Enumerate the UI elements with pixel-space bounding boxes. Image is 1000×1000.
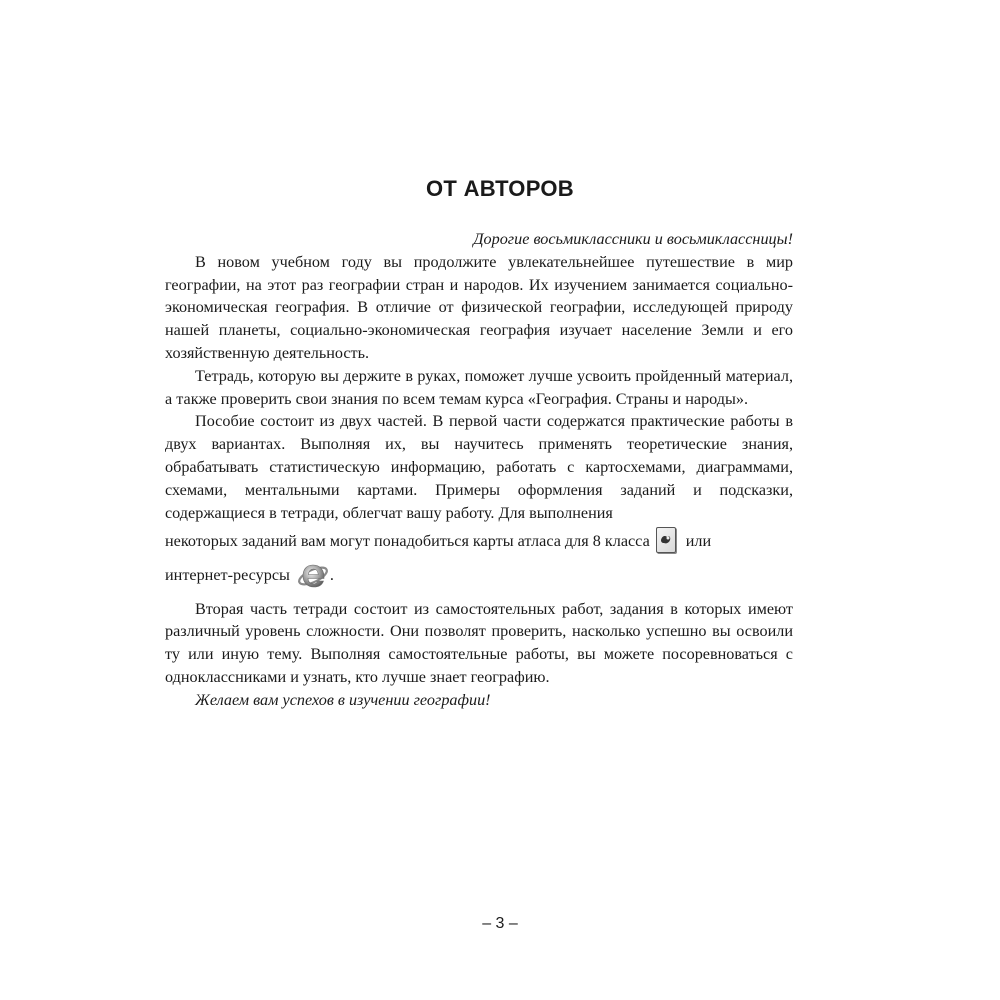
page-number: – 3 –: [482, 915, 518, 932]
paragraph-intro: В новом учебном году вы продолжите увлекательнейшее путешествие в мир географии, на этот раз географии стран и народов. Их изучением занимается социально-экономическая география. В отличие от физической географии, исследующей природу нашей планеты, социально-экономическая география изучает население Земли и его хозяйственную деятельность.: [165, 252, 793, 362]
internet-line-text: интернет-ресурсы: [165, 566, 290, 585]
body-text: [165, 228, 793, 712]
paragraph-structure-internet-line: [165, 558, 793, 593]
greeting: Дорогие восьмиклассники и восьмиклассницы!: [473, 230, 793, 248]
paragraph-structure-atlas-line: [165, 524, 793, 558]
page-title: ОТ АВТОРОВ: [426, 176, 574, 201]
paragraph-structure-text: Пособие состоит из двух частей. В первой части содержатся практические работы в двух вариантах. Выполняя их, вы научитесь применять теоретические знания, обрабатывать статистическую информацию, работать с картосхемами, диаграммами, схемами, ментальными картами. Примеры оформления заданий и подсказки, содержащиеся в тетради, облегчат вашу работу. Для выполнения: [165, 412, 793, 522]
paragraph-structure: [165, 410, 793, 524]
atlas-or-text: или: [685, 532, 712, 551]
atlas-book-icon: [656, 527, 676, 553]
paragraph-second-part: Вторая часть тетради состоит из самостоятельных работ, задания в которых имеют различный уровень сложности. Они позволят проверить, насколько успешно вы освоили ту или иную тему. Выполняя самостоятельные работы, вы можете посоревноваться с одноклассниками и узнать, кто лучше знает географию.: [165, 599, 793, 687]
closing-wish: Желаем вам успехов в изучении географии!: [195, 690, 491, 709]
internet-explorer-icon: [296, 558, 330, 592]
atlas-line-text: некоторых заданий вам могут понадобиться карты атласа для 8 класса: [165, 532, 650, 551]
internet-line-end: .: [329, 566, 334, 585]
paragraph-workbook: Тетрадь, которую вы держите в руках, поможет лучше усвоить пройденный материал, а также проверить свои знания по всем темам курса «География. Страны и народы».: [165, 366, 793, 408]
